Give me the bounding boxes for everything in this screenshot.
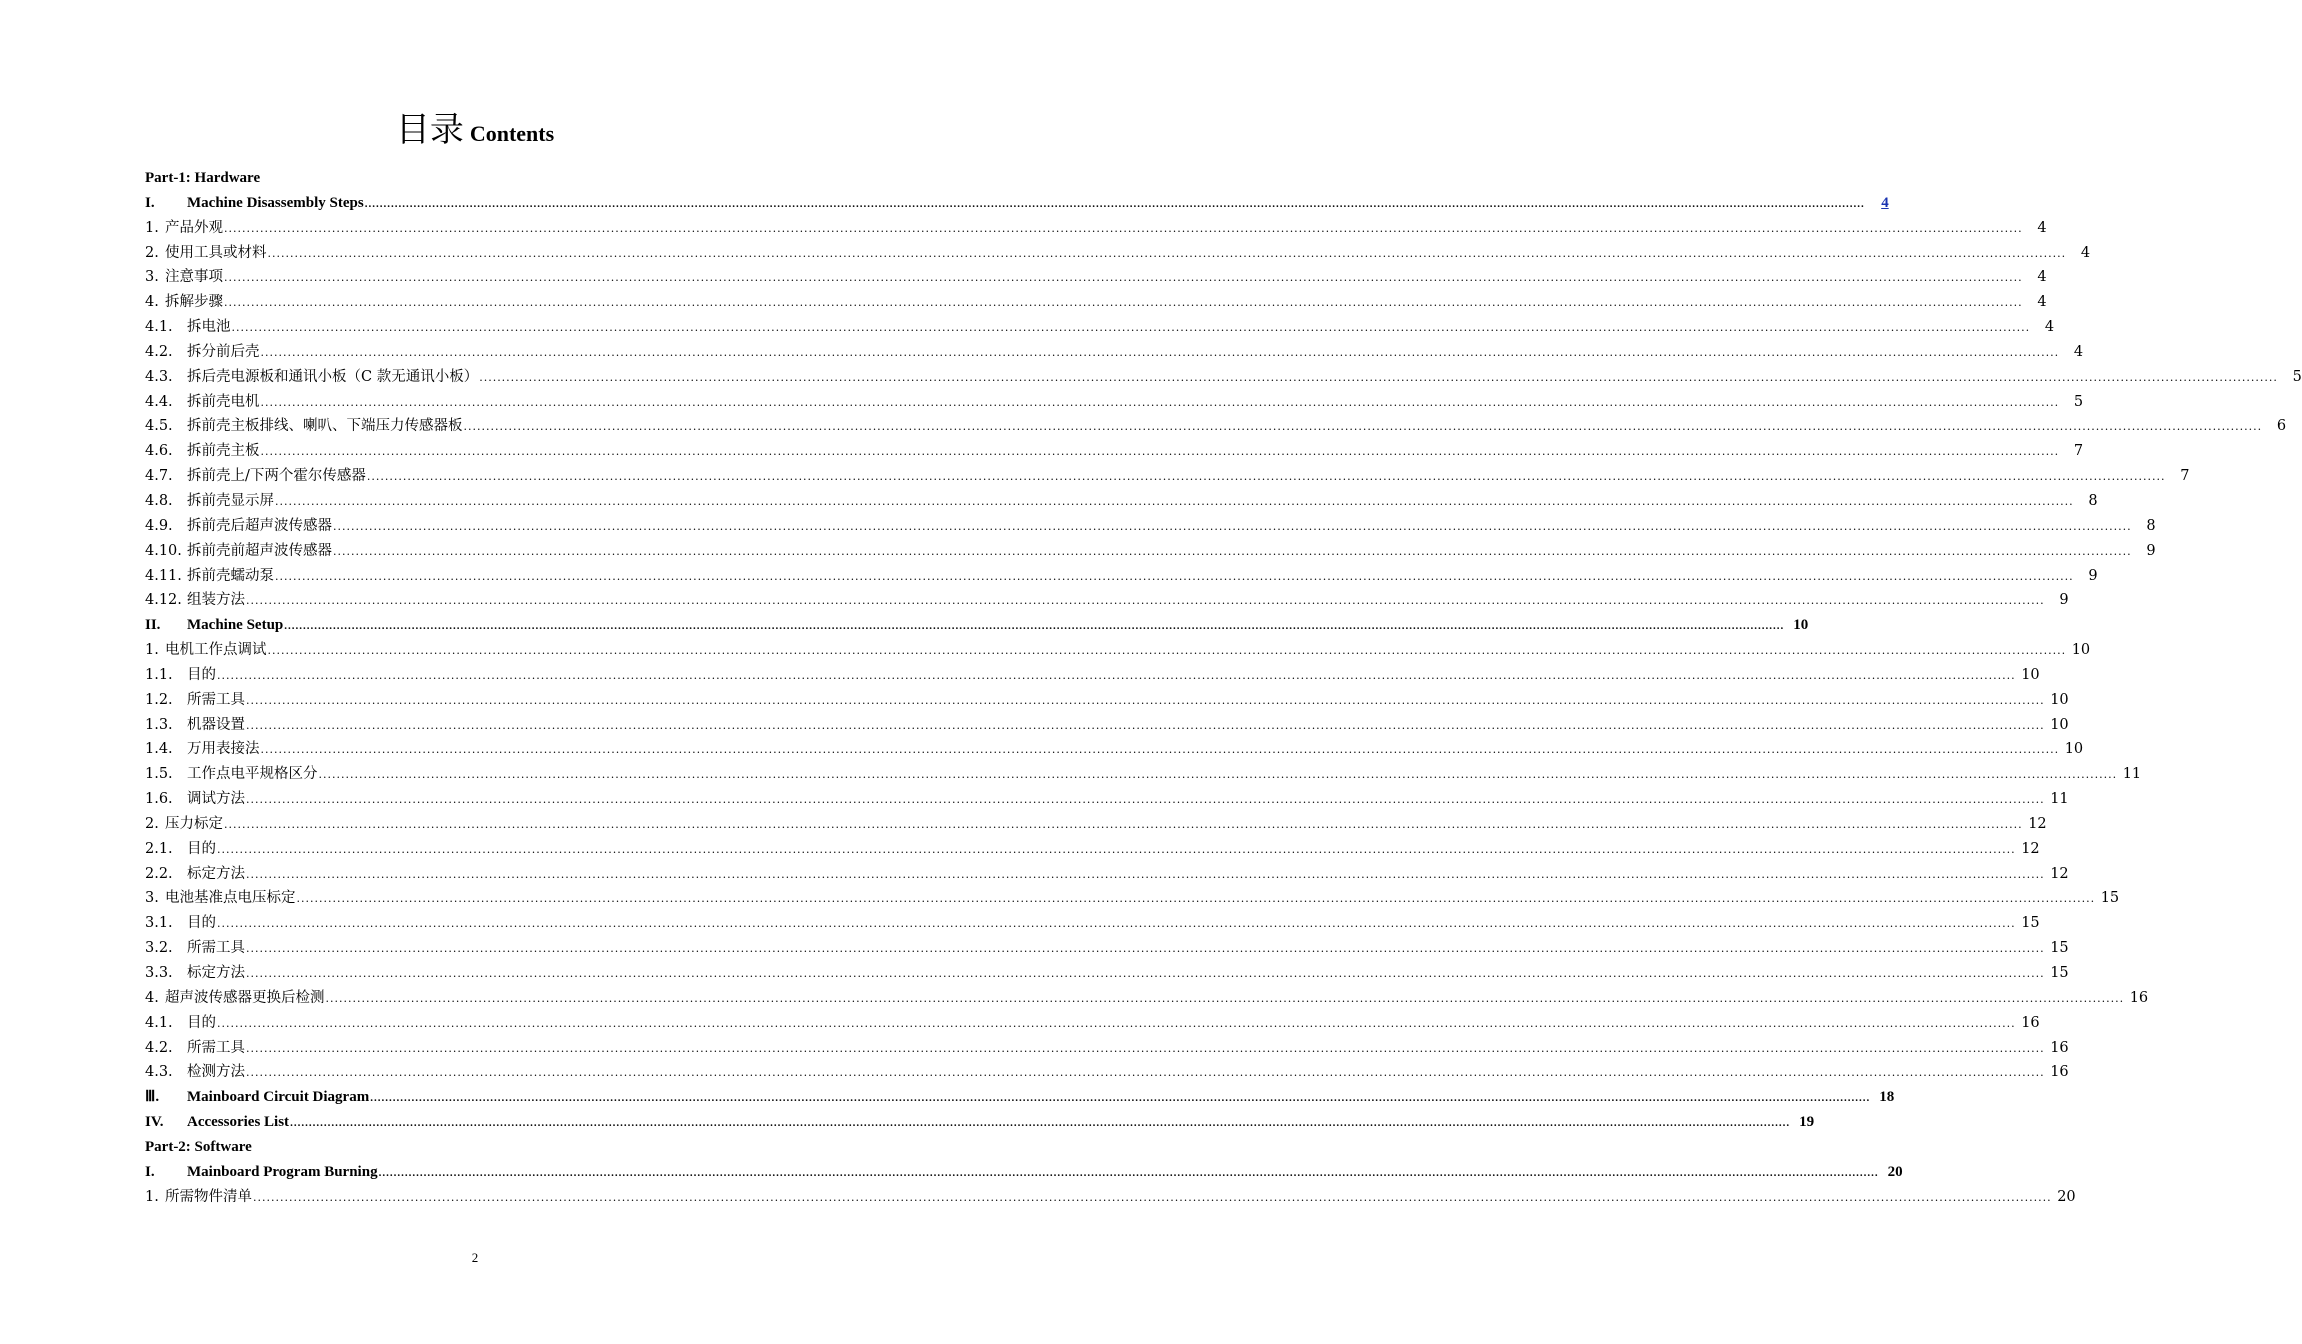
toc-part-heading [145,166,807,191]
toc-entry[interactable] [145,713,2069,738]
toc-entry-page: 16 [2050,1039,2069,1056]
toc-entry[interactable] [145,539,2156,564]
toc-entry-title: 拆前壳主板排线、喇叭、下端压力传感器板 [187,418,463,435]
toc-entry-number: Ⅲ. [145,1089,160,1106]
toc-entry-title: Accessories List [187,1114,290,1131]
toc-entry-number: I. [145,1163,155,1180]
toc-entry[interactable] [145,489,2098,514]
title-chinese: 目录 [395,110,464,150]
toc-entry[interactable] [145,688,2069,713]
toc-entry-number: 4.9. [145,517,173,534]
toc-entry-number: 4.6. [145,443,173,460]
toc-entry-title: Machine Setup [187,617,284,634]
toc-entry-number: 4.11. [145,567,182,584]
toc-entry-page: 16 [2021,1014,2040,1031]
toc-dot-leader: ................................................................................................................................................................................................................................................................................................................................................................................................................ [290,1117,1791,1130]
toc-entry[interactable] [145,762,2142,787]
title-english: Contents [469,121,555,146]
toc-entry-page: 5 [2292,368,2302,385]
toc-entry-page: 15 [2050,940,2069,957]
toc-entry[interactable] [145,1011,2040,1036]
toc-entry-number: I. [145,194,155,211]
toc-entry-number: 4.8. [145,492,173,509]
toc-entry-page: 7 [2073,443,2084,460]
toc-entry-number: 3.1. [145,915,173,932]
toc-entry-title: 调试方法 [187,791,245,808]
toc-entry[interactable] [145,439,2084,464]
toc-entry[interactable] [145,564,2098,589]
toc-entry-title: 拆分前后壳 [187,343,260,360]
toc-entry-title: 拆前壳电机 [187,393,260,410]
toc-entry-number: 1.4. [145,741,173,758]
toc-entry[interactable] [145,936,2069,961]
toc-entry-number: 4.3. [145,368,173,385]
toc-entry[interactable] [145,1110,1815,1135]
toc-entry-title: 标定方法 [187,965,245,981]
toc-dot-leader: ................................................................................................................................................................................................................................................................................................................................................................................................................ [260,743,2060,757]
toc-dot-leader: ................................................................................................................................................................................................................................................................................................................................................................................................................ [246,1066,2045,1080]
toc-entry[interactable] [145,986,2149,1011]
toc-entry-number: 1.3. [145,716,173,733]
toc-entry-page: 8 [2146,517,2156,534]
toc-entry-number: 3.2. [145,940,173,957]
toc-entry-number: II. [145,617,161,634]
toc-entry-page: 15 [2050,965,2069,981]
toc-dot-leader: ................................................................................................................................................................................................................................................................................................................................................................................................................ [378,1166,1879,1179]
toc-entry-page: 4 [2073,343,2084,360]
toc-dot-leader: ................................................................................................................................................................................................................................................................................................................................................................................................................ [267,246,2067,260]
toc-entry[interactable] [145,365,2302,390]
toc-dot-leader: ................................................................................................................................................................................................................................................................................................................................................................................................................ [217,668,2016,682]
toc-entry[interactable] [145,1085,1895,1110]
toc-dot-leader: ................................................................................................................................................................................................................................................................................................................................................................................................................ [253,1190,2052,1204]
toc-dot-leader: ................................................................................................................................................................................................................................................................................................................................................................................................................ [217,1016,2016,1030]
toc-entry-number: 4. [145,294,159,311]
toc-entry[interactable] [145,1160,1903,1185]
toc-entry-number: 4.4. [145,393,173,410]
toc-entry[interactable] [145,613,1809,638]
toc-dot-leader: ................................................................................................................................................................................................................................................................................................................................................................................................................ [217,842,2016,856]
toc-entry-number: 4.12. [145,592,182,609]
toc-entry-title: 目的 [187,840,216,857]
toc-entry[interactable] [145,514,2156,539]
toc-entry-number: 3. [145,269,159,286]
toc-entry-page: 10 [2071,642,2091,659]
toc-entry-title: 目的 [187,915,216,932]
toc-entry-number: 2. [145,244,159,261]
toc-entry-number: 3.3. [145,965,173,981]
toc-entry-page: 11 [2122,766,2142,783]
toc-dot-leader: ................................................................................................................................................................................................................................................................................................................................................................................................................ [275,494,2074,508]
toc-entry-page: 7 [2180,468,2190,485]
toc-entry-title: 目的 [187,666,216,683]
toc-entry-page: 10 [2064,741,2084,758]
toc-entry-number: IV. [145,1114,164,1131]
toc-entry-title: 拆后壳电源板和通讯小板（C 款无通讯小板） [187,368,479,385]
toc-dot-leader: ................................................................................................................................................................................................................................................................................................................................................................................................................ [246,793,2045,807]
toc-entry-number: 4.7. [145,468,173,485]
toc-entry-title: 超声波传感器更换后检测 [165,989,325,1006]
toc-entry-number: 4. [145,989,159,1006]
toc-entry-title: 产品外观 [165,219,223,236]
toc-entry-page: 19 [1799,1114,1815,1131]
toc-entry[interactable] [145,340,2084,365]
toc-entry-page: 4 [2037,294,2047,311]
toc-entry-page: 9 [2088,567,2098,584]
toc-dot-leader: ................................................................................................................................................................................................................................................................................................................................................................................................................ [463,420,2263,434]
toc-entry[interactable] [145,638,2091,663]
toc-dot-leader: ................................................................................................................................................................................................................................................................................................................................................................................................................ [370,1092,1871,1105]
toc-entry-number: 2.1. [145,840,173,857]
toc-entry-title: 所需工具 [187,940,245,957]
toc-entry[interactable] [145,787,2069,812]
toc-entry-title: 所需工具 [187,691,245,708]
toc-entry[interactable] [145,390,2084,415]
toc-entry-page: 16 [2129,989,2149,1006]
page-number: 2 [471,1250,479,1265]
toc-entry-title: Mainboard Circuit Diagram [187,1089,370,1106]
toc-entry-number: 4.1. [145,1014,173,1031]
toc-dot-leader: ................................................................................................................................................................................................................................................................................................................................................................................................................ [366,470,2166,484]
toc-entry-number: 1. [145,219,159,236]
toc-entry-page: 6 [2276,418,2287,435]
toc-dot-leader: ................................................................................................................................................................................................................................................................................................................................................................................................................ [217,917,2016,931]
toc-entry-title: Part-1: Hardware [145,170,261,186]
toc-dot-leader: ................................................................................................................................................................................................................................................................................................................................................................................................................ [296,892,2096,906]
toc-dot-leader: ................................................................................................................................................................................................................................................................................................................................................................................................................ [246,867,2045,881]
toc-entry-page: 12 [2028,815,2047,832]
toc-entry-title: 拆解步骤 [165,294,223,311]
toc-entry-number: 1.1. [145,666,173,683]
toc-entry[interactable] [145,1036,2069,1061]
toc-entry-title: 拆电池 [187,319,231,336]
toc-entry-title: Machine Disassembly Steps [187,194,364,211]
toc-dot-leader: ................................................................................................................................................................................................................................................................................................................................................................................................................ [325,991,2125,1005]
toc-entry-title: 拆前壳上/下两个霍尔传感器 [187,468,366,485]
toc-entry-number: 4.2. [145,1039,173,1056]
toc-entry-number: 4.2. [145,343,173,360]
toc-entry-page: 10 [1793,617,1809,634]
toc-entry-title: 检测方法 [187,1064,245,1081]
toc-entry-title: 拆前壳显示屏 [187,492,274,509]
toc-part-heading [145,1135,807,1160]
toc-dot-leader: ................................................................................................................................................................................................................................................................................................................................................................................................................ [275,569,2074,583]
toc-entry-title: 拆前壳主板 [187,443,260,460]
toc-entry-page: 11 [2050,791,2069,808]
toc-entry[interactable] [145,961,2069,986]
toc-entry-title: 机器设置 [187,716,245,733]
toc-dot-leader: ................................................................................................................................................................................................................................................................................................................................................................................................................ [246,718,2045,732]
toc-entry[interactable] [145,588,2069,613]
toc-dot-leader: ................................................................................................................................................................................................................................................................................................................................................................................................................ [224,296,2023,310]
toc-entry[interactable] [145,265,2047,290]
toc-entry-page: 4 [2037,219,2047,236]
toc-entry-page: 9 [2146,542,2156,559]
toc-entry-number: 4.5. [145,418,173,435]
toc-dot-leader: ................................................................................................................................................................................................................................................................................................................................................................................................................ [260,345,2060,359]
toc-entry-title: 拆前壳前超声波传感器 [187,542,332,559]
toc-entry-page: 10 [2050,716,2069,733]
toc-entry-title: 组装方法 [187,592,245,609]
toc-dot-leader: ................................................................................................................................................................................................................................................................................................................................................................................................................ [231,321,2031,335]
toc-entry-title: 目的 [187,1014,216,1031]
toc-dot-leader: ................................................................................................................................................................................................................................................................................................................................................................................................................ [267,644,2067,658]
toc-entry[interactable] [145,663,2040,688]
toc-entry-page[interactable]: 4 [1881,194,1889,211]
toc-dot-leader: ................................................................................................................................................................................................................................................................................................................................................................................................................ [333,519,2132,533]
page-title [0,102,950,151]
toc-entry-page: 18 [1879,1089,1895,1106]
toc-entry-title: 注意事项 [165,269,223,286]
toc-entry-page: 10 [2021,666,2040,683]
toc-dot-leader: ................................................................................................................................................................................................................................................................................................................................................................................................................ [260,395,2060,409]
toc-entry-title: 万用表接法 [187,741,260,758]
toc-entry[interactable] [145,191,1889,216]
toc-entry[interactable] [145,216,2047,241]
toc-entry-page: 9 [2059,592,2069,609]
toc-entry-title: Part-2: Software [145,1138,252,1155]
toc-entry-page: 4 [2080,244,2091,261]
toc-entry-number: 1. [145,1188,159,1205]
toc-entry-number: 1.2. [145,691,173,708]
toc-dot-leader: ................................................................................................................................................................................................................................................................................................................................................................................................................ [479,370,2278,384]
toc-entry[interactable] [145,862,2069,887]
toc-entry-number: 2. [145,815,159,832]
toc-entry-title: 拆前壳后超声波传感器 [187,517,332,534]
toc-entry-title: 工作点电平规格区分 [187,766,318,783]
toc-entry-page: 4 [2037,269,2047,286]
toc-dot-leader: ................................................................................................................................................................................................................................................................................................................................................................................................................ [224,817,2023,831]
toc-entry[interactable] [145,812,2047,837]
toc-entry-title: 电机工作点调试 [165,642,267,659]
toc-entry-title: Mainboard Program Burning [187,1163,378,1180]
toc-entry-number: 4.3. [145,1064,173,1081]
toc-entry[interactable] [145,315,2055,340]
toc-entry-title: 使用工具或材料 [165,244,267,261]
toc-dot-leader: ................................................................................................................................................................................................................................................................................................................................................................................................................ [246,967,2045,980]
toc-dot-leader: ................................................................................................................................................................................................................................................................................................................................................................................................................ [246,1041,2045,1055]
toc-entry[interactable] [145,886,2120,911]
toc-entry-number: 1.6. [145,791,173,808]
toc-dot-leader: ................................................................................................................................................................................................................................................................................................................................................................................................................ [260,445,2060,459]
toc-entry-title: 电池基准点电压标定 [165,890,296,907]
toc-entry-page: 10 [2050,691,2069,708]
toc-entry-page: 15 [2021,915,2040,932]
toc-dot-leader: ................................................................................................................................................................................................................................................................................................................................................................................................................ [224,221,2023,235]
toc-entry[interactable] [145,241,2091,266]
toc-entry-number: 1. [145,642,159,659]
toc-entry-page: 16 [2050,1064,2069,1081]
toc-dot-leader: ................................................................................................................................................................................................................................................................................................................................................................................................................ [333,544,2132,558]
toc-entry-number: 4.10. [145,542,182,559]
toc-dot-leader: ................................................................................................................................................................................................................................................................................................................................................................................................................ [364,197,1865,210]
toc-entry-page: 15 [2100,890,2120,907]
toc-entry-page: 5 [2073,393,2084,410]
table-of-contents [145,166,2302,1209]
toc-dot-leader: ................................................................................................................................................................................................................................................................................................................................................................................................................ [246,693,2045,707]
toc-entry[interactable] [145,1060,2069,1085]
toc-entry[interactable] [145,837,2040,862]
toc-entry-title: 标定方法 [187,865,245,882]
toc-entry-page: 20 [1887,1163,1903,1180]
toc-entry-page: 12 [2050,865,2069,882]
toc-entry[interactable] [145,464,2190,489]
toc-entry-number: 3. [145,890,159,907]
toc-dot-leader: ................................................................................................................................................................................................................................................................................................................................................................................................................ [284,620,1785,633]
toc-entry-page: 8 [2088,492,2098,509]
toc-entry[interactable] [145,414,2287,439]
toc-dot-leader: ................................................................................................................................................................................................................................................................................................................................................................................................................ [246,942,2045,956]
toc-entry[interactable] [145,1185,2076,1210]
toc-entry-page: 20 [2057,1188,2076,1205]
toc-entry-number: 2.2. [145,865,173,882]
toc-dot-leader: ................................................................................................................................................................................................................................................................................................................................................................................................................ [318,768,2118,782]
toc-entry-title: 所需工具 [187,1039,245,1056]
toc-entry-title: 压力标定 [165,815,223,832]
toc-entry[interactable] [145,290,2047,315]
toc-entry-title: 拆前壳蠕动泵 [187,567,274,584]
toc-entry-number: 4.1. [145,319,173,336]
toc-entry[interactable] [145,911,2040,936]
toc-entry[interactable] [145,737,2084,762]
toc-dot-leader: ................................................................................................................................................................................................................................................................................................................................................................................................................ [246,594,2045,608]
toc-entry-number: 1.5. [145,766,173,783]
toc-entry-page: 4 [2044,319,2055,336]
toc-dot-leader: ................................................................................................................................................................................................................................................................................................................................................................................................................ [224,271,2023,285]
toc-entry-page: 12 [2021,840,2040,857]
toc-entry-title: 所需物件清单 [165,1188,252,1205]
